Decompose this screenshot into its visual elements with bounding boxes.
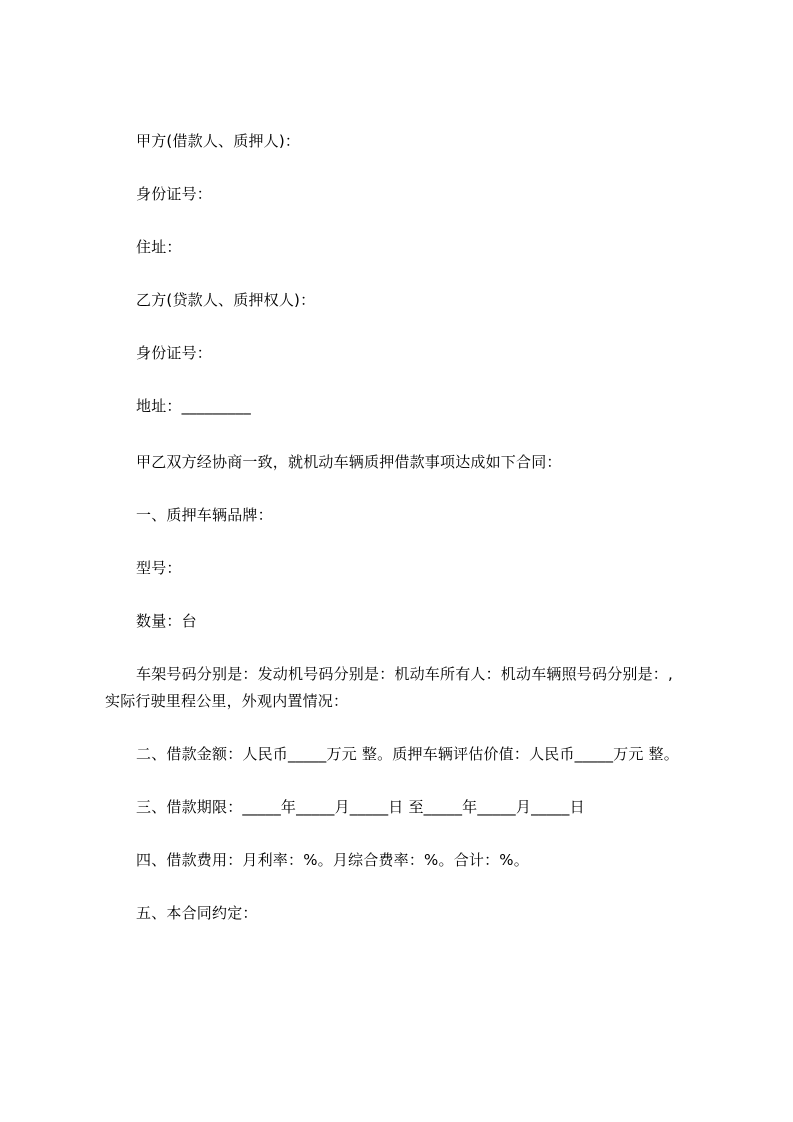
clause-4-fees-line: 四、借款费用：月利率：%。月综合费率：%。合计：%。 — [136, 851, 529, 869]
party-a-line: 甲方(借款人、质押人)： — [136, 132, 301, 150]
vehicle-numbers-line: 车架号码分别是：发动机号码分别是：机动车所有人：机动车辆照号码分别是：, — [136, 665, 673, 683]
party-b-line: 乙方(贷款人、质押权人)： — [136, 291, 316, 309]
mileage-line: 实际行驶里程公里，外观内置情况： — [105, 692, 349, 710]
clause-1-brand-line: 一、质押车辆品牌： — [136, 506, 273, 524]
clause-2-amount-line: 二、借款金额：人民币_____万元 整。质押车辆评估价值：人民币_____万元 整。 — [136, 745, 679, 763]
clause-3-term-line: 三、借款期限：_____年_____月_____日 至_____年_____月_____日 — [136, 798, 585, 816]
agreement-intro-line: 甲乙双方经协商一致，就机动车辆质押借款事项达成如下合同： — [136, 453, 562, 471]
party-b-address-line: 地址：_________ — [136, 397, 251, 415]
model-line: 型号： — [136, 559, 182, 577]
clause-5-line: 五、本合同约定： — [136, 904, 258, 922]
party-a-address-line: 住址： — [136, 238, 182, 256]
quantity-line: 数量：台 — [136, 612, 197, 630]
party-b-id-line: 身份证号： — [136, 344, 213, 362]
party-a-id-line: 身份证号： — [136, 185, 213, 203]
